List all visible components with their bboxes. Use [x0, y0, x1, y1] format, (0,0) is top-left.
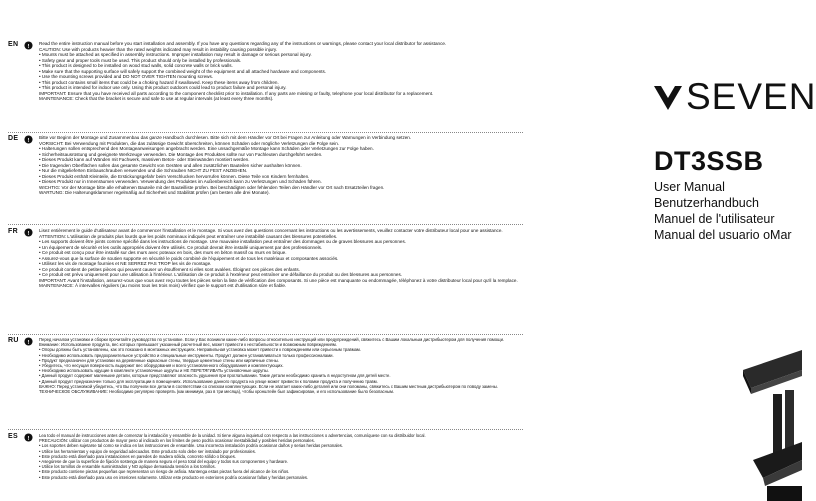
intro-line: Lea todo el manual de instrucciones antes de comenzar la instalación y ensamble de la unidad. Si tiene alguna inquietud con respecto a las instrucciones o advertencias, comuníquese con su distribuidor local.	[39, 433, 426, 438]
lang-code: RU	[8, 337, 19, 344]
bullet-line: • Dieses Produkt nur in Innenräumen verwenden. Verwendung des Produktes im Außenbereich kann zu Verletzungen und Schäden führen.	[39, 179, 322, 184]
bullet-line: • Los soportes deben sujetarse tal como se indica en las instrucciones de ensamble. Una incorrecta instalación podría ocasionar daños y serias heridas personales.	[39, 443, 344, 449]
section-divider	[8, 429, 523, 430]
lang-code: ES	[8, 433, 18, 440]
bullet-line: • Utilice las herramientas y equipo de seguridad adecuados. Este producto solo debe ser instalado por profesionales.	[39, 448, 257, 454]
svg-text:!: !	[27, 435, 30, 442]
bullet-line: • Mounts must be attached as specified in assembly instructions. Improper installation may result in damage or serious personal injury.	[39, 52, 312, 57]
important-line: WICHTIG: Vor der Montage bitte alle erhaltenen Bauteile mit der Bauteilliste prüfen. Bei beschädigten oder fehlenden Teilen den Händler vor Ort nach Ersatzteilen fragen.	[39, 184, 385, 190]
caution-line: Внимание: Использование продукта, вес которых превышает указанный расчетный вес, может привести к нестабильности и возможным повреждениям.	[39, 342, 337, 348]
bullet-line: • Assurez-vous que la surface de soutien supporte en sécurité le poids combiné de l'équipement et de tous les matériaux et composantes associés.	[39, 255, 339, 261]
section-text	[39, 41, 523, 102]
desk-riser-illustration	[743, 330, 802, 501]
manual-title-en: User Manual	[654, 180, 725, 194]
bullet-line: • Utilice los tornillos de ensamble suministrados y NO aplique demasiada tensión a los tornillos.	[39, 464, 216, 470]
warning-icon	[24, 228, 33, 237]
caution-line: PRECAUCIÓN: utilizar con productos de mayor peso al indicado en los límites de peso podría ocasionar inestabilidad y posibles heridas personales.	[39, 438, 315, 444]
bullet-line: • This product is intended for indoor use only. Using this product outdoors could lead to product failure and personal injury.	[39, 85, 287, 90]
bullet-line: • Un équipement de sécurité et les outils appropriés doivent être utilisés. Ce produit devrait être installé uniquement par des professionnels.	[39, 244, 323, 250]
brand-mark-icon	[653, 82, 683, 112]
manual-title-de: Benutzerhandbuch	[654, 196, 759, 210]
cover-column	[548, 0, 816, 501]
maintenance-line: ТЕХНИЧЕСКОЕ ОБСЛУЖИВАНИЕ: Необходимо регулярно проверять (как минимум, раз в три месяца), чтобы кронштейн был зафиксирован, и его использование было безопасным.	[39, 389, 395, 395]
bullet-line: • Nur die mitgelieferten Einbauschrauben verwenden und die Schrauben NICHT ZU FEST ANZIEHEN.	[39, 168, 248, 173]
svg-text:!: !	[27, 43, 30, 50]
bullet-line: • Asegúrese de que la superficie de fijación sostenga de manera segura el peso total del equipo y todos sus componentes y hardware.	[39, 459, 289, 465]
caution-line: ATTENTION: L'utilisation de produits plus lourds que les poids nominaux indiqués peut entraîner une instabilité causant des blessures potentielles.	[39, 233, 338, 239]
svg-text:!: !	[27, 137, 30, 144]
warning-icon	[24, 41, 33, 50]
important-line: IMPORTANT: Ensure that you have received all parts according to the component checklist prior to installation. If any parts are missing or faulty, telephone your local distributor for a replacement.	[39, 90, 434, 96]
bullet-line: • Опоры должны быть установлены, как это показано в монтажных инструкциях. Неправильная установка может привести к повреждениям или серьезным травмам.	[39, 347, 361, 353]
bullet-line: • Данный продукт предназначен только для эксплуатации в помещениях. Использование данного продукта на улице может привести к поломке продукта и получению травм.	[39, 378, 378, 384]
caution-line: VORSICHT: Bei Verwendung mit Produkten, die das zulässige Gewicht überschreiten, können Schäden oder mögliche Verletzungen die Folge sein.	[39, 140, 340, 146]
bullet-line: • Les supports doivent être joints comme spécifié dans les instructions de montage. Une mauvaise installation peut entraîner des dommages ou de graves blessures aux personnes.	[39, 239, 407, 244]
lang-code: EN	[8, 41, 19, 48]
maintenance-line: MAINTENANCE: À intervalles réguliers (au moins tous les trois mois) vérifiez que le support est d'utilisation sûre et fiable.	[39, 283, 287, 288]
bullet-line: • Необходимо использовать предохранительное устройство и специальные инструменты. Продукт должен устанавливаться только профессионалами.	[39, 352, 334, 358]
bullet-line: • Este producto está diseñado para instalaciones en paredes de madera sólida, concreto sólido o bloques.	[39, 453, 237, 459]
section-divider	[8, 132, 523, 133]
model-number: DT3SSB	[654, 146, 764, 176]
caution-line: CAUTION: Use with products heavier than the rated weights indicated may result in instability causing possible injury.	[39, 46, 278, 52]
section-text	[39, 135, 523, 196]
bullet-line: • Ce produit contient de petites pièces qui peuvent causer un étouffement si elles sont avalées. Éloignez ces pièces des enfants.	[39, 266, 300, 272]
bullet-line: • Ce produit est conçu pour être installé sur des murs avec poteaux en bois, des murs en béton massif ou murs en brique.	[39, 250, 287, 255]
brand-logo	[653, 76, 816, 117]
important-line: ВАЖНО: Перед установкой убедитесь, что Вы получили все детали в соответствии со списком комплектующих. Если не хватает каких-либо деталей или они поломаны, свяжитесь с Вашим местным дистрибьютером по поводу замены.	[39, 383, 498, 389]
bullet-line: • Убедитесь, что несущая поверхность выдержит вес оборудования и всего установленного оборудования и комплектующих.	[39, 363, 284, 369]
intro-line: Read the entire instruction manual before you start installation and assembly. If you have any questions regarding any of the instructions or warnings, please contact your local distributor for assistance.	[39, 41, 447, 46]
warning-icon	[24, 337, 33, 346]
intro-line: Lisez entièrement le guide d'utilisateur avant de commencer l'installation et le montage. Si vous avez des questions concernant les instructions ou les avertissements, veuillez contacter votre distributeur local pour une assistance.	[39, 228, 503, 233]
bullet-line: • Utilisez les vis de montage fournies et NE SERREZ PAS TROP les vis de montage.	[39, 261, 212, 266]
lang-code: FR	[8, 228, 18, 235]
bullet-line: • Este producto contiene piezas pequeñas que representan un riesgo de asfixia. Mantenga estas piezas fuera del alcance de los niños.	[39, 469, 290, 475]
bullet-line: • Die tragenden Oberflächen sollen das gesamte Gewicht von Geräten und allen zusätzlichen Bauteilen sicher aushalten können.	[39, 162, 302, 168]
brand-name: SEVEN	[686, 76, 816, 117]
section-divider	[8, 224, 523, 225]
bullet-line: • Dieses Produkt kann auf Wänden mit Fachwerk, massiven Beton- oder Steinwänden montiert werden.	[39, 157, 250, 162]
bullet-line: • Sicherheitsausrüstung und geeignete Werkzeuge verwenden. Die Montage des Produktes sollte nur von Fachleuten durchgeführt werden.	[39, 151, 323, 157]
section-text	[39, 433, 523, 480]
manual-title-es: Manual del usuario oMar	[654, 228, 792, 242]
bullet-line: • Safety gear and proper tools must be used. This product should only be installed by professionals.	[39, 57, 242, 63]
bullet-line: • Продукт предназначен для установки на деревянные каркасные стены, твердые цементные стены или кирпичные стены.	[39, 357, 279, 363]
warning-icon	[24, 135, 33, 144]
bullet-line: • This product contains small items that could be a choking hazard if swallowed. Keep these items away from children.	[39, 79, 279, 85]
bullet-line: • Halterungen sollen entsprechend den Montageanweisungen angebracht werden. Eine unsachgemäße Montage kann Schäden oder Verletzungen zur Folge haben.	[39, 146, 374, 151]
svg-text:!: !	[27, 230, 30, 237]
bullet-line: • Make sure that the supporting surface will safely support the combined weight of the equipment and all attached hardware and components.	[39, 68, 327, 74]
bullet-line: • Ce produit est prévu uniquement pour une utilisation à l'intérieur. L'utilisation de ce produit à l'extérieur peut entraîner une défaillance du produit ou des blessures aux personnes.	[39, 272, 403, 277]
section-text	[39, 337, 523, 394]
bullet-line: • Необходимо использовать идущие в комплекте установочные шурупы и НЕ ПЕРЕТЯГИВАТЬ установочные шурупы.	[39, 368, 269, 374]
manual-title-fr: Manuel de l'utilisateur	[654, 212, 775, 226]
bullet-line: • Dieses Produkt enthält Kleinteile, die Erstickungsgefahr beim Verschlucken hervorrufen können. Diese Teile von Kindern fernhalten.	[39, 173, 310, 179]
svg-text:!: !	[27, 339, 30, 346]
bullet-line: • This product is designed to be installed on wood stud walls, solid concrete walls or brick walls.	[39, 63, 233, 68]
maintenance-line: WARTUNG: Die Halterungsklammer regelmäßig auf Sicherheit und Stabilität prüfen (am besten alle drei Monate).	[39, 190, 270, 195]
bullet-line: • Este producto está diseñado para uso en interiores solamente. Utilizar este producto en exteriores podría ocasionar fallas y heridas personales.	[39, 474, 309, 480]
intro-line: Bitte vor Beginn der Montage und Zusammenbau das ganze Handbuch durchlesen. Bitte sich mit dem Händler vor Ort bei Fragen zur Anleitung oder Warnungen in Verbindung setzen.	[39, 135, 412, 140]
intro-line: Перед началом установки и сборки прочитайте руководство по установке. Если у Вас возникли какие-либо вопросы относительно инструкций или предупреждений, свяжитесь с Вашим локальным дистрибьютером для получения помощи.	[39, 337, 505, 342]
important-line: IMPORTANT: Avant l'installation, assurez-vous que vous avez reçu toutes les pièces selon la liste de vérification des composants. Si une pièce est manquante ou endommagée, téléphonez à votre distributeur local pour qu'il la remplace.	[39, 277, 518, 283]
warning-icon	[24, 433, 33, 442]
section-divider	[8, 334, 523, 335]
bullet-line: • Use the mounting screws provided and DO NOT OVER TIGHTEN mounting screws.	[39, 74, 214, 79]
maintenance-line: MAINTENANCE: Check that the bracket is secure and safe to use at regular intervals (at least every three months).	[39, 96, 274, 101]
section-text	[39, 228, 523, 289]
bullet-line: • Данный продукт содержит маленькие детали, которые представляют опасность удушения при проглатывании. Такие детали необходимо хранить в недоступном для детей месте.	[39, 373, 391, 379]
lang-code: DE	[8, 135, 19, 142]
